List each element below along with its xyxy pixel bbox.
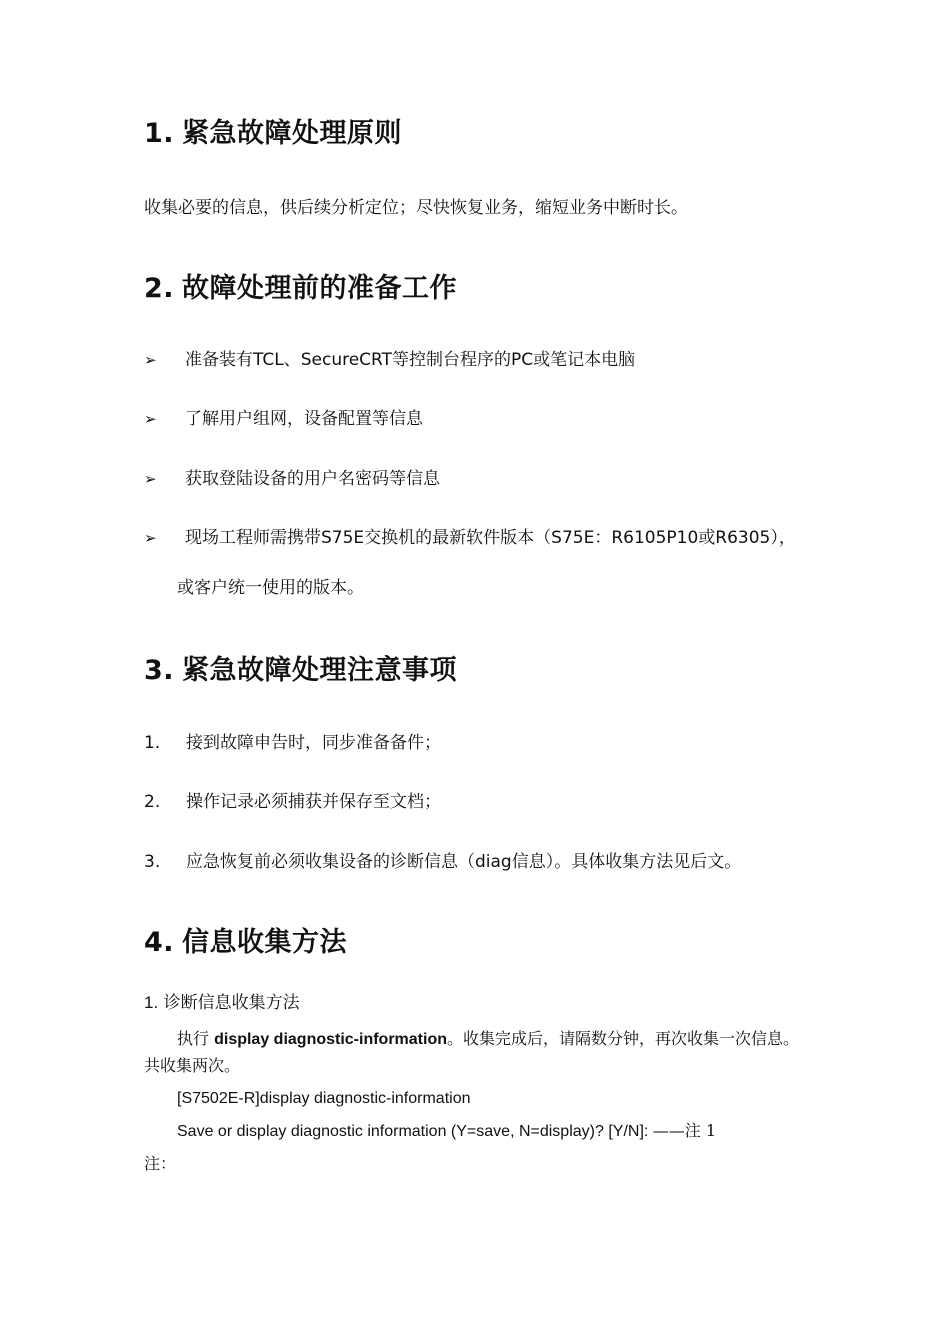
item-text: 接到故障申告时，同步准备备件； <box>186 733 441 753</box>
list-item <box>144 851 741 873</box>
item-text: 应急恢复前必须收集设备的诊断信息（diag信息）。具体收集方法见后文。 <box>186 852 742 872</box>
command-line: [S7502E-R]display diagnostic-information <box>177 1090 471 1107</box>
subsection-heading <box>144 992 300 1014</box>
section-title: 故障处理前的准备工作 <box>182 273 457 304</box>
section-title: 紧急故障处理注意事项 <box>182 655 457 686</box>
section-1-body: 收集必要的信息，供后续分析定位；尽快恢复业务，缩短业务中断时长。 <box>144 198 688 218</box>
exec-prefix: 执行 <box>177 1029 215 1048</box>
section-title: 紧急故障处理原则 <box>182 118 402 149</box>
bullet-continuation: 或客户统一使用的版本。 <box>177 578 364 598</box>
exec-suffix: 。收集完成后，请隔数分钟，再次收集一次信息。 <box>447 1029 800 1048</box>
section-number: 2. <box>144 273 175 304</box>
item-text: 操作记录必须捕获并保存至文档； <box>186 792 441 812</box>
item-number: 2. <box>144 792 161 812</box>
exec-instruction-line2: 共收集两次。 <box>144 1056 241 1075</box>
prompt-text: Save or display diagnostic information (Y=save, N=display)? [Y/N]: <box>177 1123 653 1140</box>
item-number: 1. <box>144 733 161 753</box>
section-number: 3. <box>144 655 175 686</box>
list-item <box>144 791 441 813</box>
section-4-heading <box>144 927 347 959</box>
subsection-number: 1. <box>144 993 159 1012</box>
bullet-arrow-icon: ➢ <box>144 470 157 488</box>
section-3-heading <box>144 655 457 687</box>
list-item <box>144 468 440 490</box>
bullet-arrow-icon: ➢ <box>144 410 157 428</box>
note-label: 注： <box>144 1154 177 1173</box>
section-number: 1. <box>144 118 175 149</box>
exec-command: display diagnostic-information <box>214 1031 447 1048</box>
list-item <box>144 349 635 371</box>
section-1-heading <box>144 118 402 150</box>
bullet-text: 了解用户组网，设备配置等信息 <box>185 409 423 429</box>
subsection-title: 诊断信息收集方法 <box>163 993 300 1013</box>
bullet-text: 现场工程师需携带S75E交换机的最新软件版本（S75E：R6105P10或R6305）， <box>185 528 796 548</box>
bullet-arrow-icon: ➢ <box>144 529 157 547</box>
bullet-text: 获取登陆设备的用户名密码等信息 <box>185 469 440 489</box>
list-item <box>144 408 423 430</box>
bullet-text: 准备装有TCL、SecureCRT等控制台程序的PC或笔记本电脑 <box>185 350 636 370</box>
list-item <box>144 732 441 754</box>
section-title: 信息收集方法 <box>182 927 347 958</box>
item-number: 3. <box>144 852 161 872</box>
section-2-heading <box>144 273 457 305</box>
section-number: 4. <box>144 927 175 958</box>
list-item <box>144 527 796 549</box>
exec-instruction <box>177 1028 799 1051</box>
bullet-arrow-icon: ➢ <box>144 351 157 369</box>
prompt-note: ——注 1 <box>652 1121 717 1140</box>
prompt-line <box>177 1120 716 1143</box>
